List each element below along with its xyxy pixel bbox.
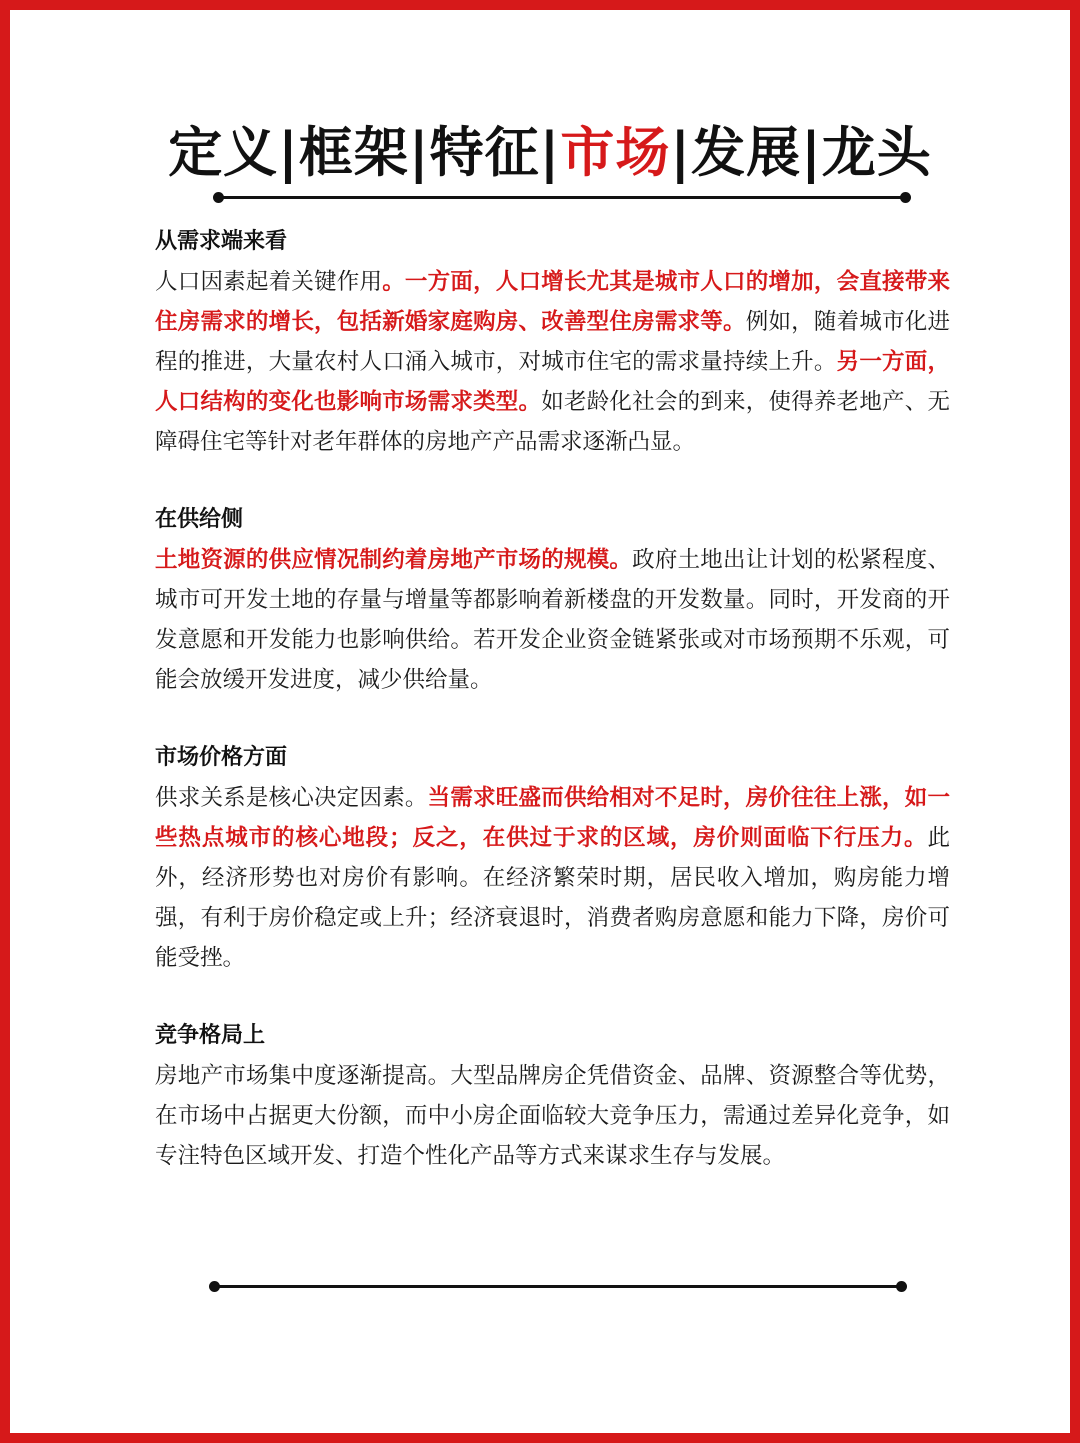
section-paragraph bbox=[155, 540, 950, 700]
section-competition bbox=[155, 1016, 950, 1176]
emphasis-segment: 。一方面，人口增长尤其是城市人口的增加，会直接带来住房需求的增长，包括新婚家庭购房、改善型住房需求等。 bbox=[155, 269, 950, 335]
page-title bbox=[10, 118, 1080, 188]
section-supply bbox=[155, 500, 950, 700]
text-segment: 供求关系是核心决定因素。 bbox=[155, 785, 428, 811]
divider-dot-right bbox=[896, 1281, 907, 1292]
section-price bbox=[155, 738, 950, 978]
section-heading: 从需求端来看 bbox=[155, 229, 288, 254]
top-divider bbox=[218, 196, 906, 199]
text-segment: 例如，随着城市化进程的推进，大量农村人口涌入城市，对城市住宅的需求量持续上升。 bbox=[155, 309, 950, 375]
title-part-1: 定义|框架|特征| bbox=[168, 121, 561, 184]
title-highlight: 市场 bbox=[560, 121, 671, 184]
section-demand bbox=[155, 222, 950, 462]
title-part-2: |发展|龙头 bbox=[670, 121, 932, 184]
text-segment: 政府土地出让计划的松紧程度、城市可开发土地的存量与增量等都影响着新楼盘的开发数量。同时，开发商的开发意愿和开发能力也影响供给。若开发企业资金链紧张或对市场预期不乐观，可能会放缓开发进度，减少供给量。 bbox=[155, 547, 950, 693]
divider-dot-left bbox=[213, 192, 224, 203]
emphasis-segment: 另一方面，人口结构的变化也影响市场需求类型。 bbox=[155, 349, 950, 415]
divider-dot-left bbox=[209, 1281, 220, 1292]
text-segment: 房地产市场集中度逐渐提高。大型品牌房企凭借资金、品牌、资源整合等优势，在市场中占据更大份额，而中小房企面临较大竞争压力，需通过差异化竞争，如专注特色区域开发、打造个性化产品等方式来谋求生存与发展。 bbox=[155, 1063, 950, 1169]
section-heading: 竞争格局上 bbox=[155, 1023, 266, 1048]
text-segment: 如老龄化社会的到来，使得养老地产、无障碍住宅等针对老年群体的房地产产品需求逐渐凸显。 bbox=[155, 389, 950, 455]
section-heading: 市场价格方面 bbox=[155, 745, 288, 770]
article-body bbox=[155, 222, 950, 1214]
text-segment: 人口因素起着关键作用 bbox=[155, 269, 383, 295]
section-paragraph bbox=[155, 1056, 950, 1176]
section-paragraph bbox=[155, 262, 950, 462]
section-heading: 在供给侧 bbox=[155, 507, 244, 532]
emphasis-segment: 土地资源的供应情况制约着房地产市场的规模。 bbox=[155, 547, 633, 573]
section-paragraph bbox=[155, 778, 950, 978]
bottom-divider bbox=[214, 1285, 902, 1288]
text-segment: 此外，经济形势也对房价有影响。在经济繁荣时期，居民收入增加，购房能力增强，有利于房价稳定或上升；经济衰退时，消费者购房意愿和能力下降，房价可能受挫。 bbox=[155, 825, 950, 971]
emphasis-segment: 当需求旺盛而供给相对不足时，房价往往上涨，如一些热点城市的核心地段；反之，在供过于求的区域，房价则面临下行压力。 bbox=[155, 785, 950, 851]
divider-dot-right bbox=[900, 192, 911, 203]
